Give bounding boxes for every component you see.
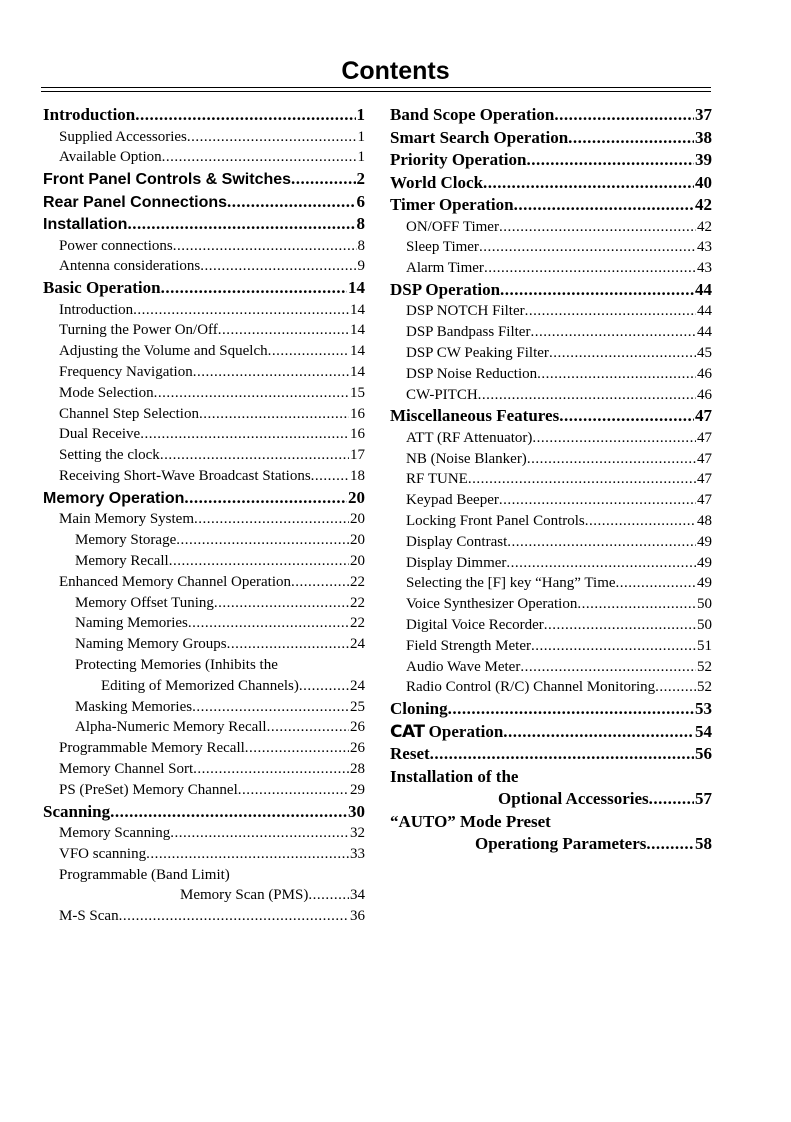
page-number: 14 [350,364,365,381]
page-number: 8 [356,214,365,234]
toc-entry[interactable] [43,362,365,383]
title-rule [41,87,711,88]
toc-entry-title: Timer Operation [390,195,514,214]
toc-entry-title-text: Operation [424,721,504,741]
dot-leader [140,424,349,445]
toc-entry[interactable] [390,149,712,172]
page-number: 22 [350,573,365,590]
toc-entry[interactable] [390,594,712,615]
toc-entry[interactable] [390,428,712,449]
dot-leader [176,530,349,551]
dot-leader [478,385,696,406]
dot-leader [200,256,356,277]
toc-entry-title: Digital Voice Recorder [406,617,544,634]
toc-entry-title: World Clock [390,172,484,192]
page-number: 47 [697,471,712,488]
toc-entry[interactable] [390,490,712,511]
page-number: 20 [350,552,365,569]
page-number: 2 [356,169,365,189]
toc-entry[interactable] [390,405,712,428]
toc-entry-title: Display Dimmer [406,554,507,571]
toc-entry-title: Selecting the [F] key “Hang” Time [406,575,616,592]
toc-entry-title: Receiving Short-Wave Broadcast Stations [59,468,311,485]
page-number: 43 [697,260,712,277]
toc-entry[interactable] [43,759,365,780]
toc-entry[interactable] [43,487,365,510]
toc-entry-title: Memory Operation [43,489,185,507]
toc-entry-title: M-S Scan [59,908,119,925]
toc-entry[interactable] [390,532,712,553]
toc-entry-title: “AUTO” Mode Preset [390,811,551,831]
dot-leader [537,364,696,385]
toc-entry-title: Cloning [390,699,448,719]
toc-entry[interactable] [43,509,365,530]
page-number: 26 [350,719,365,736]
page-number: 33 [350,845,365,862]
toc-entry[interactable] [390,104,712,127]
toc-entry-title: Audio Wave Meter [406,658,521,675]
toc-entry-title: Programmable Memory Recall [59,740,245,757]
dot-leader [468,469,696,490]
page-title: Contents [341,57,450,85]
page-number: 38 [695,127,712,147]
page-number: 58 [695,834,712,854]
page-number: 34 [350,887,365,904]
dot-leader [299,676,349,697]
toc-entry[interactable] [43,593,365,614]
toc-entry-title: Naming Memory Groups [75,636,227,653]
dot-leader [187,127,357,148]
toc-entry-title: PS (PreSet) Memory Channel [59,781,238,798]
dot-leader [127,213,355,236]
dot-leader [544,615,696,636]
page-number: 36 [350,908,365,925]
dot-leader [133,300,349,321]
toc-entry[interactable] [390,788,712,811]
page-number: 47 [697,450,712,467]
toc-entry-title: Supplied Accessories [59,128,187,145]
page-number: 44 [697,324,712,341]
toc-entry[interactable] [43,404,365,425]
toc-entry-title: Memory Offset Tuning [75,594,214,611]
page-number: 48 [697,513,712,530]
toc-entry[interactable] [390,258,712,279]
toc-entry[interactable] [390,811,712,834]
toc-entry[interactable] [390,322,712,343]
dot-leader [173,236,357,257]
toc-entry[interactable] [43,697,365,718]
toc-entry-title: Channel Step Selection [59,405,199,422]
dot-leader [527,449,696,470]
toc-entry-title: VFO scanning [59,845,147,862]
toc-entry-title: Memory Scanning [59,825,171,842]
toc-entry-title: Memory Storage [75,532,177,549]
page-number: 42 [697,218,712,235]
dot-leader [267,717,349,738]
toc-entry[interactable] [43,341,365,362]
dot-leader [448,698,694,721]
dot-leader [514,194,694,217]
dot-leader [530,322,696,343]
toc-entry-title: Enhanced Memory Channel Operation [59,573,292,590]
toc-entry[interactable] [43,780,365,801]
dot-leader [192,697,349,718]
toc-entry-title: Rear Panel Connections [43,193,228,211]
page-number: 47 [697,492,712,509]
toc-entry[interactable] [43,191,365,214]
dot-leader [532,428,696,449]
toc-entry-title: Display Contrast [406,533,508,550]
toc-entry-title: Mode Selection [59,384,154,401]
page-number: 20 [350,511,365,528]
page-number: 54 [695,721,712,741]
dot-leader [531,636,696,657]
toc-entry-title: Field Strength Meter [406,637,531,654]
toc-entry-title: ATT (RF Attenuator) [406,429,533,446]
page-number: 24 [350,636,365,653]
dot-leader [291,572,349,593]
toc-entry[interactable] [43,572,365,593]
dot-leader [169,551,349,572]
toc-entry[interactable] [390,743,712,766]
toc-entry[interactable] [43,277,365,300]
page-number: 26 [350,740,365,757]
page-number: 30 [348,801,365,821]
toc-entry-title [390,721,503,744]
page-number: 1 [356,105,365,124]
page-number: 6 [356,191,365,211]
toc-entry-title: Introduction [43,105,136,124]
page-number: 49 [697,575,712,592]
dot-leader [549,343,696,364]
dot-leader [268,341,349,362]
toc-entry-title: Installation of the [390,766,519,786]
dot-leader [193,362,349,383]
cat-logo: CAT [390,721,425,742]
dot-leader [227,191,355,214]
toc-entry[interactable] [43,466,365,487]
toc-entry-title: Voice Synthesizer Operation [406,596,578,613]
toc-entry[interactable] [390,469,712,490]
page-number: 1 [357,128,365,145]
toc-entry[interactable] [43,236,365,257]
toc-entry-title: DSP Operation [390,279,501,299]
toc-entry-title: Smart Search Operation [390,127,569,147]
dot-leader [218,320,349,341]
toc-column-right [390,104,712,856]
toc-entry-title: Protecting Memories (Inhibits the [75,656,278,673]
toc-entry-title: Naming Memories [75,615,188,632]
toc-entry[interactable] [390,194,712,217]
dot-leader [119,906,349,927]
dot-leader [503,721,694,744]
page-number: 44 [695,279,712,299]
page-number: 14 [348,278,365,298]
page-number: 47 [695,406,712,426]
toc-entry-title: DSP Bandpass Filter [406,324,531,341]
title-rule-thin [41,91,711,92]
toc-entry-title: DSP CW Peaking Filter [406,344,549,361]
toc-entry-title: Band Scope Operation [390,105,555,124]
dot-leader [194,509,349,530]
dot-leader [311,466,349,487]
toc-entry-title: Introduction [59,301,134,318]
toc-entry[interactable] [43,213,365,236]
toc-entry[interactable] [43,445,365,466]
dot-leader [525,301,696,322]
toc-entry-title: Main Memory System [59,511,194,528]
toc-entry[interactable] [43,530,365,551]
page-number: 17 [350,447,365,464]
toc-entry[interactable] [390,677,712,698]
toc-entry[interactable] [43,738,365,759]
dot-leader [499,490,696,511]
dot-leader [154,383,349,404]
toc-entry-title: Dual Receive [59,426,141,443]
page-number: 45 [697,344,712,361]
toc-entry[interactable] [390,657,712,678]
page-number: 39 [695,150,712,169]
dot-leader [160,445,349,466]
toc-entry-title: Alpha-Numeric Memory Recall [75,719,267,736]
page-number: 44 [697,303,712,320]
dot-leader [554,104,694,127]
page-number: 40 [695,172,712,192]
dot-leader [506,553,696,574]
dot-leader [146,844,349,865]
toc-entry[interactable] [390,343,712,364]
toc-entry-title: DSP Noise Reduction [406,365,538,382]
page-number: 25 [350,698,365,715]
page-number: 22 [350,594,365,611]
dot-leader [500,279,694,302]
dot-leader [184,487,347,510]
toc-entry-title: Adjusting the Volume and Squelch [59,343,268,360]
page-number: 15 [350,384,365,401]
toc-entry[interactable] [390,172,712,195]
page-number: 50 [697,617,712,634]
dot-leader [559,405,694,428]
toc-entry-title: RF TUNE [406,471,468,488]
toc-entry[interactable] [43,256,365,277]
toc-entry[interactable] [43,127,365,148]
dot-leader [520,657,696,678]
page-number: 43 [697,239,712,256]
page-number: 20 [350,532,365,549]
toc-entry-title: Antenna considerations [59,258,201,275]
toc-entry[interactable] [390,615,712,636]
page-number: 28 [350,760,365,777]
page-number: 14 [350,343,365,360]
toc-entry[interactable] [390,364,712,385]
page-number: 16 [350,426,365,443]
toc-entry[interactable] [43,634,365,655]
dot-leader [646,833,694,856]
toc-entry-title: Alarm Timer [406,260,484,277]
dot-leader [245,738,349,759]
page-number: 50 [697,596,712,613]
toc-entry[interactable] [43,300,365,321]
dot-leader [199,404,349,425]
toc-entry-title: Frequency Navigation [59,364,193,381]
dot-leader [568,127,694,150]
dot-leader [227,634,349,655]
dot-leader [577,594,696,615]
dot-leader [188,613,349,634]
dot-leader [507,532,696,553]
toc-entry-title: Optional Accessories [498,789,649,809]
toc-entry[interactable] [43,383,365,404]
page-number: 29 [350,781,365,798]
toc-entry-title: ON/OFF Timer [406,218,499,235]
toc-entry-title: Turning the Power On/Off [59,322,218,339]
toc-entry[interactable] [43,613,365,634]
toc-entry-title: Masking Memories [75,698,193,715]
dot-leader [655,677,696,698]
page-number: 22 [350,615,365,632]
toc-entry[interactable] [43,168,365,191]
toc-entry[interactable] [390,237,712,258]
toc-entry[interactable] [43,104,365,127]
toc-column-left [43,104,365,927]
toc-entry[interactable] [43,551,365,572]
toc-entry[interactable] [390,698,712,721]
toc-entry[interactable] [390,385,712,406]
dot-leader [526,149,694,172]
toc-entry-title: Scanning [43,801,111,821]
toc-entry[interactable] [390,553,712,574]
page-number: 37 [695,105,712,124]
toc-entry-title: Front Panel Controls & Switches [43,171,292,189]
toc-entry[interactable] [43,320,365,341]
toc-entry-title: Power connections [59,237,173,254]
page-number: 14 [350,322,365,339]
dot-leader [238,780,349,801]
page-number: 49 [697,554,712,571]
page-number: 46 [697,365,712,382]
dot-leader [110,801,347,824]
toc-entry-title: Radio Control (R/C) Channel Monitoring [406,679,656,696]
page-number: 32 [350,825,365,842]
toc-entry[interactable] [390,833,712,856]
page-number: 42 [695,195,712,214]
toc-entry-title: CW-PITCH [406,386,478,403]
toc-entry[interactable] [43,823,365,844]
toc-entry[interactable] [43,717,365,738]
dot-leader [484,258,696,279]
toc-entry[interactable] [390,766,712,789]
toc-entry-title: Available Option [59,149,162,166]
toc-entry-title: Setting the clock [59,447,160,464]
dot-leader [291,168,355,191]
toc-entry[interactable] [390,217,712,238]
toc-entry-title: Memory Recall [75,552,169,569]
page-number: 20 [348,487,365,507]
dot-leader [649,788,694,811]
toc-entry[interactable] [390,301,712,322]
page-number: 47 [697,429,712,446]
toc-entry[interactable] [43,147,365,168]
toc-entry-title: Keypad Beeper [406,492,499,509]
dot-leader [585,511,696,532]
toc-entry-title: Miscellaneous Features [390,406,560,426]
toc-entry[interactable] [43,906,365,927]
toc-entry[interactable] [43,844,365,865]
toc-entry[interactable] [43,885,365,906]
dot-leader [170,823,349,844]
toc-entry-title: Programmable (Band Limit) [59,866,230,883]
toc-entry[interactable] [390,127,712,150]
dot-leader [616,573,696,594]
toc-entry[interactable] [390,721,712,744]
page-number: 9 [357,258,365,275]
dot-leader [308,885,349,906]
toc-entry[interactable] [390,636,712,657]
page-number: 46 [697,386,712,403]
page-number: 16 [350,405,365,422]
dot-leader [135,104,355,127]
toc-entry-title: DSP NOTCH Filter [406,303,525,320]
page-number: 14 [350,301,365,318]
toc-entry[interactable] [43,676,365,697]
toc-entry-title: Operationg Parameters [475,834,647,854]
page-number: 51 [697,637,712,654]
toc-entry-title: Priority Operation [390,150,527,169]
page-number: 49 [697,533,712,550]
page-number: 24 [350,677,365,694]
toc-entry-title: Sleep Timer [406,239,479,256]
dot-leader [483,172,694,195]
page-number: 18 [350,468,365,485]
toc-entry[interactable] [390,279,712,302]
toc-entry[interactable] [43,424,365,445]
dot-leader [499,217,696,238]
page-number: 53 [695,699,712,719]
toc-entry-title: Locking Front Panel Controls [406,513,585,530]
page-number: 1 [357,149,365,166]
toc-entry-title: Reset [390,744,430,764]
toc-entry[interactable] [43,655,365,676]
page-number: 57 [695,789,712,809]
page-number: 8 [357,237,365,254]
toc-entry-title: Memory Scan (PMS) [180,887,309,904]
toc-entry-title: Memory Channel Sort [59,760,194,777]
page-number: 52 [697,679,712,696]
toc-entry-title: NB (Noise Blanker) [406,450,527,467]
dot-leader [479,237,696,258]
dot-leader [193,759,349,780]
page-number: 56 [695,744,712,764]
toc-entry[interactable] [390,511,712,532]
dot-leader [161,277,347,300]
toc-entry-title: Editing of Memorized Channels) [101,677,299,694]
toc-entry[interactable] [390,449,712,470]
toc-entry-title: Basic Operation [43,278,161,298]
toc-entry-title: Installation [43,216,128,234]
toc-entry[interactable] [390,573,712,594]
toc-entry[interactable] [43,801,365,824]
dot-leader [162,147,357,168]
toc-entry[interactable] [43,865,365,886]
dot-leader [214,593,349,614]
dot-leader [430,743,694,766]
page-number: 52 [697,658,712,675]
